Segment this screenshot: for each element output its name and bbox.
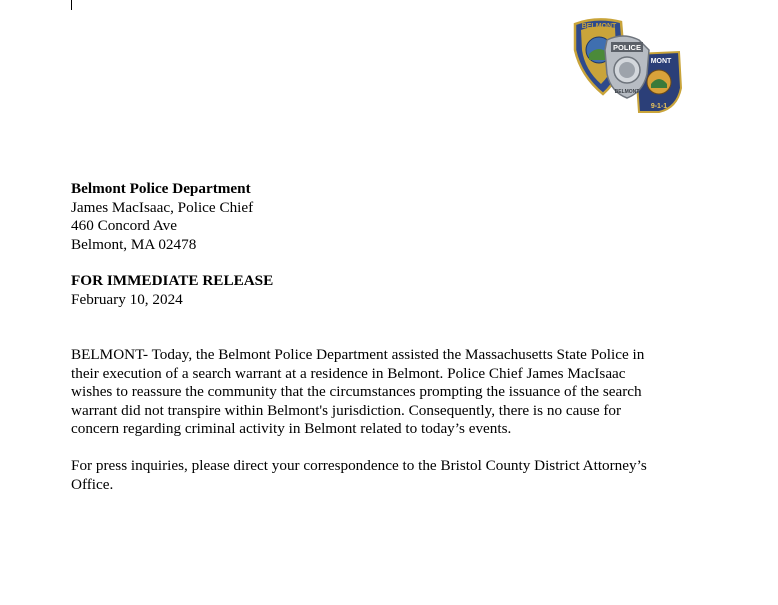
release-label: FOR IMMEDIATE RELEASE (71, 272, 274, 289)
right-patch-title: MONT (650, 58, 672, 65)
text-cursor (71, 0, 72, 10)
paragraph-line: warrant did not transpire within Belmont's jurisdiction. Consequently, there is no cause for (71, 401, 622, 419)
badge-title: POLICE (613, 43, 641, 52)
release-block (71, 272, 273, 309)
paragraph-line: wishes to reassure the community that the circumstances prompting the issuance of the search (71, 383, 642, 400)
paragraph-line: BELMONT- Today, the Belmont Police Department assisted the Massachusetts State Police in (71, 346, 645, 363)
street-address: 460 Concord Ave (71, 217, 178, 234)
release-date: February 10, 2024 (71, 290, 183, 308)
organization-name: Belmont Police Department (71, 180, 251, 197)
paragraph-line: their execution of a search warrant at a residence in Belmont. Police Chief James MacIsaac (71, 364, 626, 382)
department-logos (569, 16, 684, 114)
paragraph-line: Office. (71, 475, 114, 493)
badge-bottom-text: BELMONT (614, 89, 640, 95)
paragraph-line: concern regarding criminal activity in Belmont related to today’s events. (71, 420, 512, 437)
sender-address-block (71, 180, 253, 254)
body-paragraph-1 (71, 346, 644, 439)
city-state-zip: Belmont, MA 02478 (71, 235, 197, 253)
paragraph-line: For press inquiries, please direct your correspondence to the Bristol County District Attorney’s (71, 457, 647, 474)
body-paragraph-2 (71, 457, 647, 494)
right-patch-bottom: 9-1-1 (650, 103, 668, 110)
chief-name: James MacIsaac, Police Chief (71, 198, 254, 216)
patch-title: BELMONT (581, 23, 617, 30)
